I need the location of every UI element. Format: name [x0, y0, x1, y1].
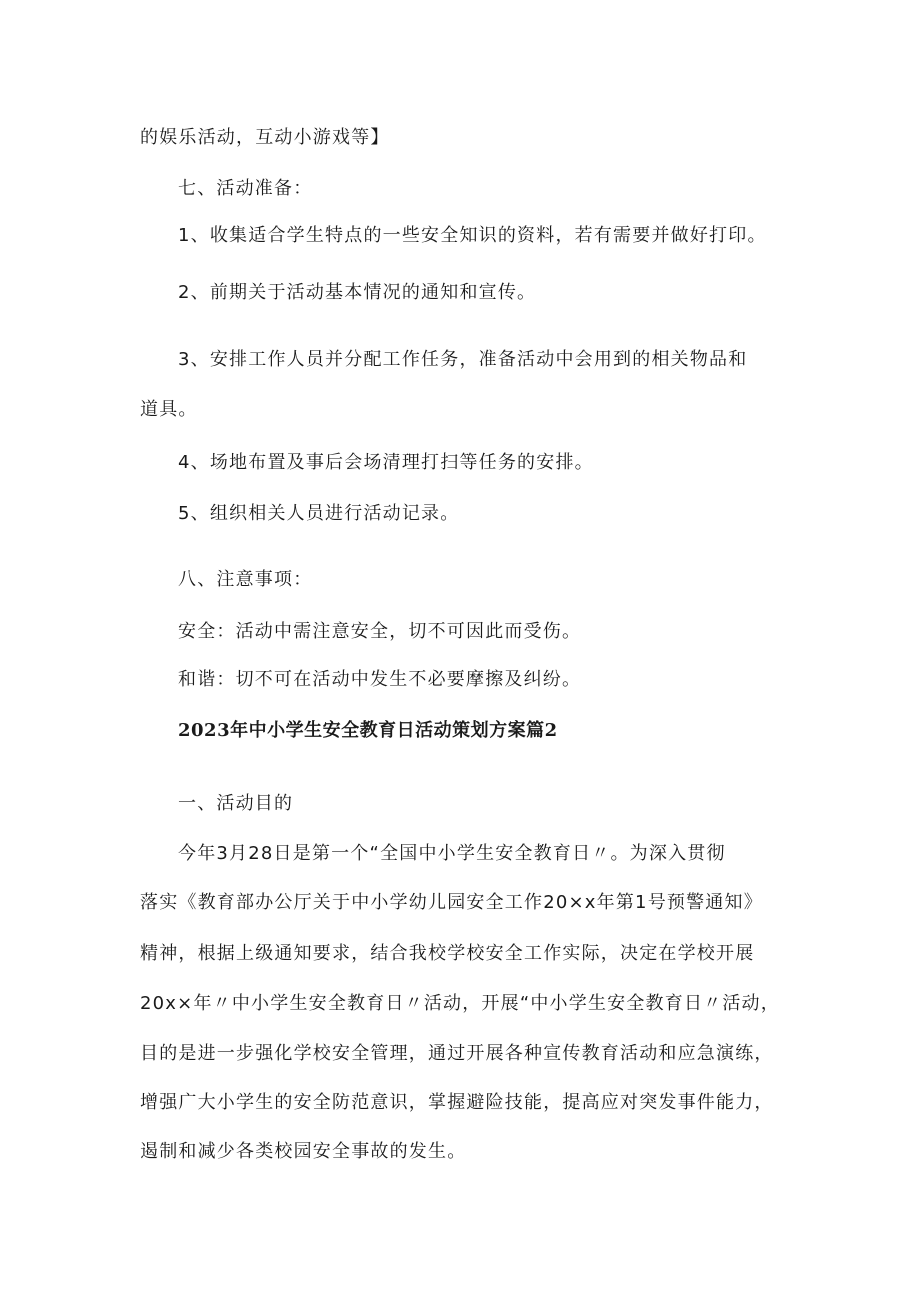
preparation-item: 5、组织相关人员进行活动记录。: [178, 503, 460, 524]
notes-item: 和谐：切不可在活动中发生不必要摩擦及纠纷。: [178, 669, 582, 690]
section-heading: 一、活动目的: [178, 793, 294, 814]
preparation-item-continuation: 道具。: [140, 399, 198, 420]
notes-item: 安全：活动中需注意安全，切不可因此而受伤。: [178, 621, 582, 642]
preparation-heading: 七、活动准备：: [178, 178, 313, 199]
paragraph-line: 增强广大小学生的安全防范意识，掌握避险技能，提高应对突发事件能力，: [140, 1092, 774, 1113]
article-title: 2023年中小学生安全教育日活动策划方案篇2: [178, 720, 558, 741]
continuation-text: 的娱乐活动，互动小游戏等】: [140, 127, 390, 148]
preparation-item: 1、收集适合学生特点的一些安全知识的资料，若有需要并做好打印。: [178, 225, 767, 246]
notes-heading: 八、注意事项：: [178, 569, 313, 590]
paragraph-line: 今年3月28日是第一个“全国中小学生安全教育日〃。为深入贯彻: [178, 843, 726, 864]
paragraph-line: 目的是进一步强化学校安全管理，通过开展各种宣传教育活动和应急演练，: [140, 1043, 774, 1064]
preparation-item: 2、前期关于活动基本情况的通知和宣传。: [178, 282, 537, 303]
paragraph-line: 精神，根据上级通知要求，结合我校学校安全工作实际，决定在学校开展: [140, 943, 755, 964]
preparation-item: 3、安排工作人员并分配工作任务，准备活动中会用到的相关物品和: [178, 349, 748, 370]
paragraph-line: 20x×年〃中小学生安全教育日〃活动，开展“中小学生安全教育日〃活动，: [140, 993, 780, 1014]
preparation-item: 4、场地布置及事后会场清理打扫等任务的安排。: [178, 452, 594, 473]
paragraph-line: 落实《教育部办公厅关于中小学幼儿园安全工作20×x年第1号预警通知》: [140, 892, 763, 913]
paragraph-line: 遏制和减少各类校园安全事故的发生。: [140, 1141, 467, 1162]
